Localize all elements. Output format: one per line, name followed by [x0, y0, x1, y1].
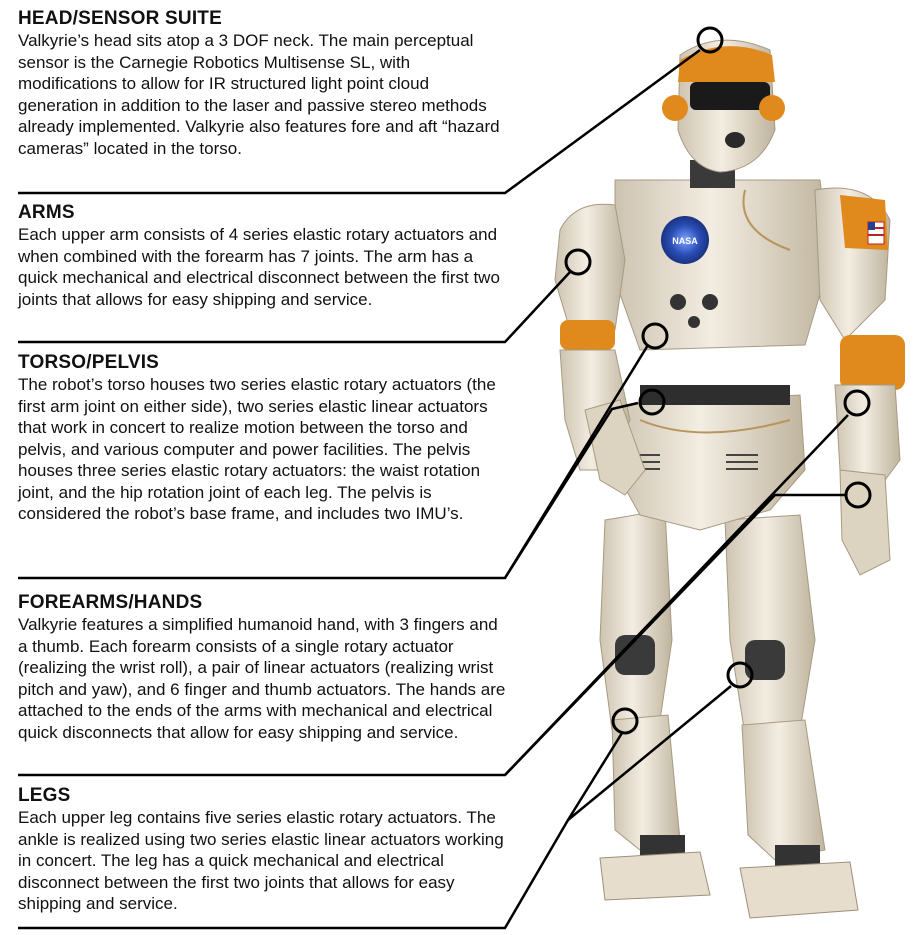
callout-line-arms — [18, 272, 570, 342]
section-title: ARMS — [18, 202, 75, 223]
section-title: HEAD/SENSOR SUITE — [18, 8, 222, 29]
right-arm — [815, 188, 905, 575]
section-body: Valkyrie features a simplified humanoid hand, with 3 fingers and a thumb. Each forearm consists of a single rotary actuator (realizing the wrist roll), a pair of linear actuators (realizing wrist pitch and yaw), and 6 finger and thumb actuators. The hands are attached to the ends of the arms with mechanical and electrical quick disconnects that allow for easy shipping and service. — [18, 615, 506, 742]
left-leg — [600, 510, 710, 900]
section-body: Each upper leg contains five series elastic rotary actuators. The ankle is realized using two series elastic linear actuators working in concert. The leg has a quick mechanical and electrical disconnect between the first two joints that allows for easy shipping and service. — [18, 808, 504, 913]
callout-line-torso — [18, 345, 648, 578]
left-foot — [600, 852, 710, 900]
callout-line-head — [18, 50, 700, 193]
section-title: FOREARMS/HANDS — [18, 592, 203, 613]
section-body: Each upper arm consists of 4 series elastic rotary actuators and when combined with the forearm has 7 joints. The arm has a quick mechanical and electrical disconnect between the first two joints that allows for easy shipping and service. — [18, 225, 500, 309]
section-body: The robot’s torso houses two series elastic rotary actuators (the first arm joint on either side), two series elastic linear actuators that work in concert to realize motion between the torso and pelvis, and various computer and power facilities. The pelvis houses three series elastic rotary actuators: the waist rotation joint, and the hip rotation joint of each leg. The pelvis is considered the robot’s base frame, and includes two IMU’s. — [18, 375, 496, 523]
right-leg — [725, 515, 858, 918]
torso — [615, 180, 830, 350]
section-title: LEGS — [18, 785, 71, 806]
callout-line-legs-left — [18, 733, 622, 928]
section-body: Valkyrie’s head sits atop a 3 DOF neck. The main perceptual sensor is the Carnegie Robotics Multisense SL, with modifications to allow for IR structured light point cloud generation in addition to the laser and passive stereo methods already implemented. Valkyrie also features fore and aft “hazard cameras” located in the torso. — [18, 31, 500, 158]
nasa-logo-text: NASA — [672, 236, 698, 246]
section-title: TORSO/PELVIS — [18, 352, 160, 373]
head-visor — [690, 82, 770, 110]
right-foot — [740, 862, 858, 918]
